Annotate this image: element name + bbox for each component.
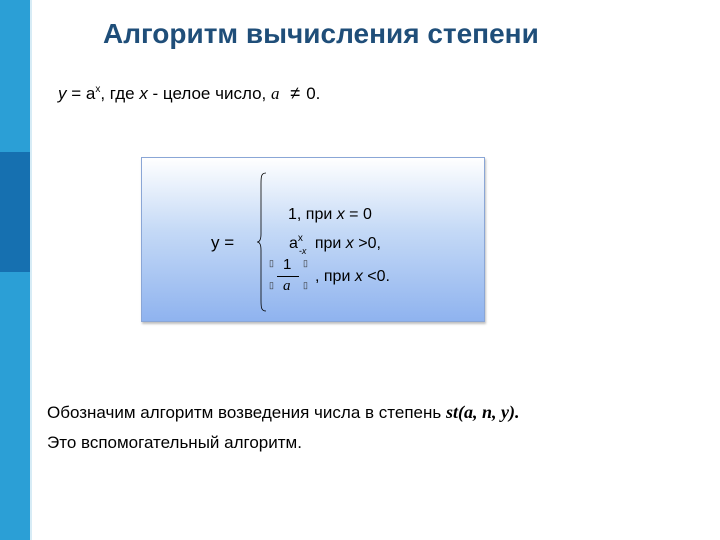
accent-bar-dark-segment [0, 152, 30, 272]
case2-text: при [310, 235, 346, 252]
def-zero: 0. [306, 84, 321, 103]
def-y: y [58, 84, 67, 103]
algorithm-name-line [47, 402, 519, 423]
case1-var: x [336, 206, 345, 223]
auxiliary-note: Это вспомогательный алгоритм. [47, 433, 302, 452]
case3-text: , при [315, 268, 355, 286]
case2-var: x [345, 235, 354, 252]
fraction-numerator: 1 [283, 256, 292, 273]
fraction-denominator: a [283, 278, 291, 294]
def-where: , где [100, 84, 140, 103]
not-equal-sign: ≠ [290, 83, 301, 103]
algorithm-signature: st(a, n, y). [445, 402, 520, 422]
def-integer: - целое число, [147, 84, 271, 103]
left-brace-icon [257, 172, 267, 312]
algorithm-name-text: Обозначим алгоритм возведения числа в степень [47, 403, 446, 422]
def-x: x [139, 84, 148, 103]
case3-var: x [354, 268, 363, 286]
fraction-bar [277, 276, 299, 277]
case-row-negative [269, 256, 390, 298]
case-row-positive [289, 233, 381, 256]
case-row-zero [288, 206, 372, 224]
case2-cond: >0, [353, 235, 381, 252]
def-eq: = a [66, 84, 96, 103]
bracket-glyph: ▯ [269, 280, 274, 290]
bracket-glyph: ▯ [303, 280, 308, 290]
def-x-sup: x [95, 84, 101, 95]
bracket-glyph: ▯ [303, 258, 308, 268]
formula-box [141, 157, 485, 322]
left-accent-bar [0, 0, 30, 540]
case1-cond: = 0 [344, 206, 372, 223]
fraction-one-over-a [269, 256, 315, 298]
case1-text: 1, при [288, 206, 337, 223]
definition-line [58, 83, 320, 104]
bracket-glyph: ▯ [269, 258, 274, 268]
formula-lhs: y = [211, 233, 235, 252]
case2-exp: x [297, 233, 303, 244]
case2-minus-x: -x [298, 246, 307, 256]
def-a: a [270, 84, 280, 103]
case2-base: a [289, 235, 298, 252]
accent-bar-stripe [30, 0, 32, 540]
case3-cond: <0. [362, 268, 390, 286]
page-title: Алгоритм вычисления степени [103, 18, 539, 49]
